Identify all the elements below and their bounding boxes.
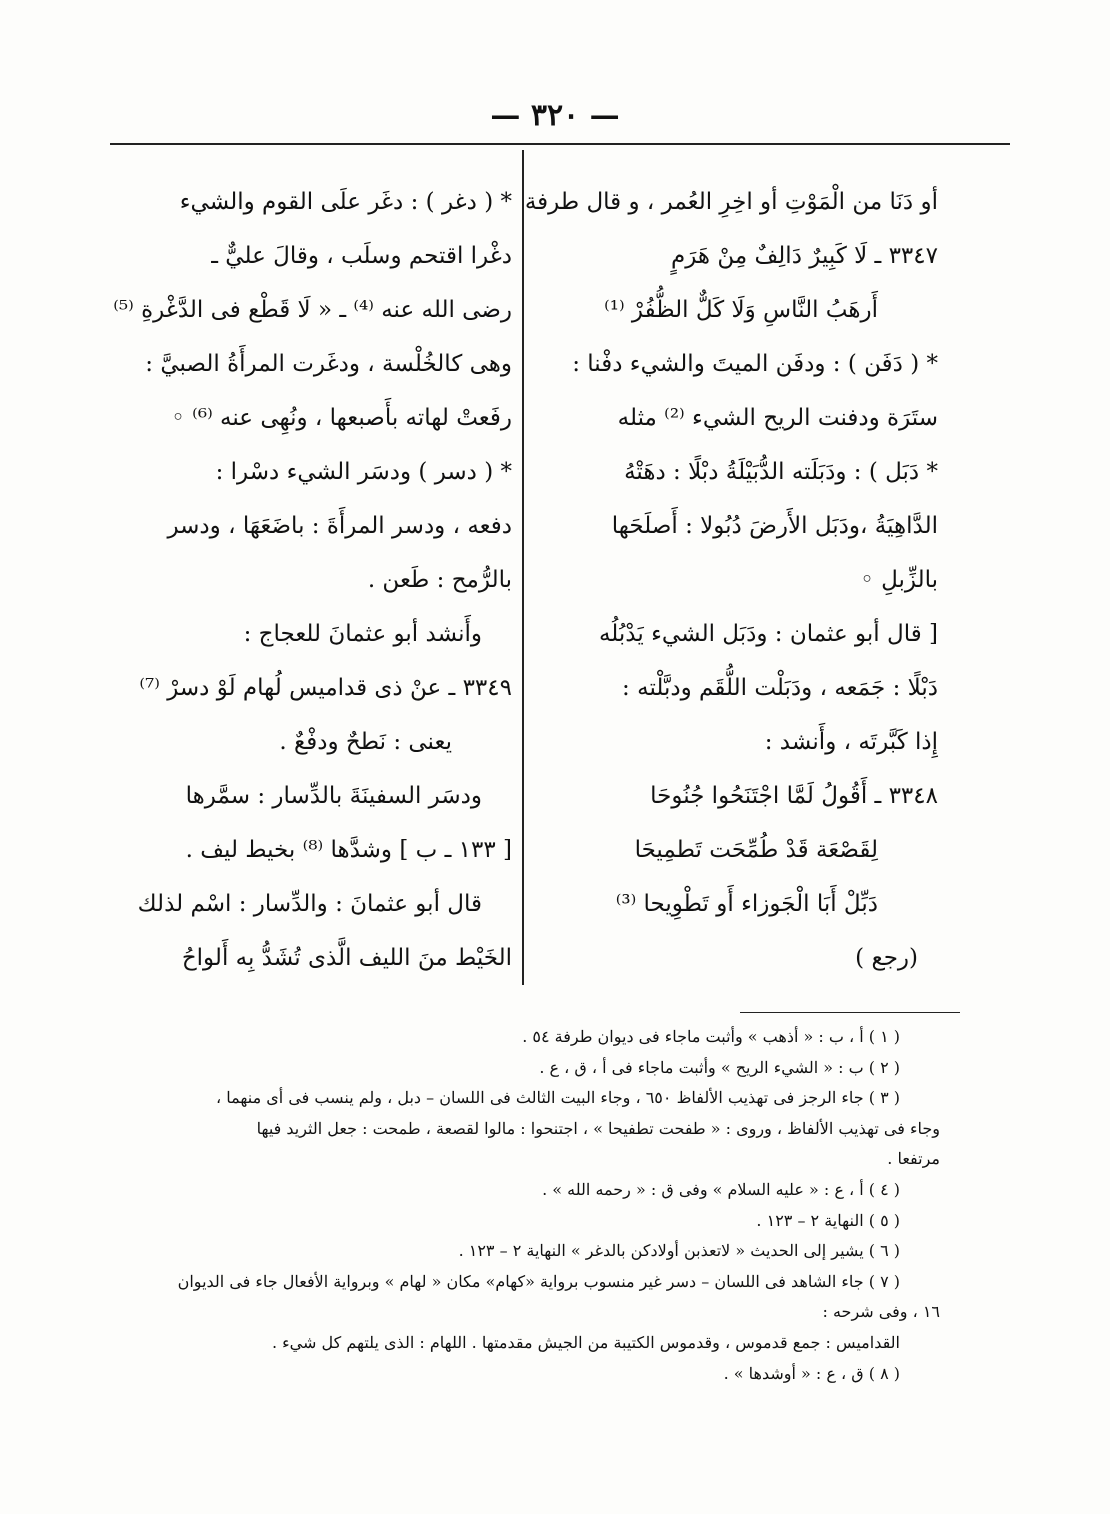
text-line: [ قال أبو عثمان : ودَبَل الشيء يَدْبُلُه (598, 621, 938, 647)
footnote-line: وجاء فى تهذيب الألفاظ ، وروى : « طفحت تطفيحا » ، اجتنحوا : مالوا لقصعة ، طمحت : جعل الثريد فيها (256, 1118, 940, 1138)
footnote-line: ( ٥ ) النهاية ٢ – ١٢٣ . (756, 1210, 900, 1230)
footnote-rule (740, 1012, 960, 1013)
left-column (113, 175, 512, 985)
page-number: — ٣٢٠ — (490, 98, 620, 133)
text-line: قال أبو عثمانَ : والدِّسار : اسْم لذلك (137, 891, 482, 917)
column-divider (522, 150, 524, 985)
verse-line: لِقَصْعَة قَدْ طُمِّحَت تَطمِيحَا (634, 837, 878, 863)
text-line: * دَبَل ) : ودَبَلَته الدُّبَيْلَةُ دبْلًا : دهَتْهُ (624, 459, 938, 485)
footnote-line: ( ٧ ) جاء الشاهد فى اللسان – دسر غير منسوب برواية «كهام» مكان « لهام » وبرواية الأفعال جاء فى الديوان (177, 1271, 900, 1291)
text-line: يعنى : نَطحٌ ودفْعٌ . (279, 729, 452, 755)
text-line: أو دَنَا من الْمَوْتِ أو اخِرِ العُمر ، و قال طرفة (524, 189, 938, 215)
footnote-line: مرتفعا . (887, 1149, 940, 1169)
right-column (524, 175, 938, 985)
text-line: وأَنشد أبو عثمانَ للعجاج : (243, 621, 482, 647)
footnote-line: ( ٣ ) جاء الرجز فى تهذيب الألفاظ ٦٥٠ ، وجاء البيت الثالث فى اللسان – دبل ، ولم ينسب فى أى منهما ، (216, 1088, 900, 1108)
verse-line: ٣٣٤٩ ـ عنْ ذى قداميس لُهام لَوْ دسرْ ⁽⁷⁾ (139, 675, 512, 701)
verse-line: ٣٣٤٨ ـ أَقُولُ لَمَّا اجْتَنَحُوا جُنُوحَا (650, 783, 938, 809)
text-line: بالزِّبلِ ◦ (860, 567, 938, 593)
text-line: دغْرا اقتحم وسلَب ، وقالَ عليٌّ ـ (211, 243, 512, 269)
text-line: الدَّاهِيَةُ ،ودَبَل الأَرضَ دُبُولا : أَصلَحَها (611, 513, 938, 539)
text-line: دفعه ، ودسر المرأَةَ : باضَعَهَا ، ودسر (167, 513, 512, 539)
footnote-line: القداميس : جمع قدموس ، وقدموس الكتيبة من الجيش مقدمتها . اللهام : الذى يلتهم كل شيء . (271, 1332, 900, 1352)
text-line: رفَعتْ لهاته بأَصبعها ، ونُهِى عنه ⁽⁶⁾ ◦ (171, 405, 512, 431)
text-line: وهى كالخُلْسة ، ودغَرت المرأَةُ الصبيَّ : (145, 351, 512, 377)
footnote-line: ١٦ ، وفى شرحه : (822, 1302, 940, 1322)
footnote-line: ( ١ ) أ ، ب : « أذهب » وأثبت ماجاء فى ديوان طرفة ٥٤ . (522, 1027, 900, 1046)
text-line: ودسَر السفينَةَ بالدِّسار : سمَّرها (185, 783, 482, 809)
text-line: إِذا كَبَّرتَه ، وأَنشد : (764, 729, 938, 755)
verse-line: دَبِّلْ أَبَا الْجَوزاء أَو تَطْوِيحا ⁽³⁾ (615, 891, 878, 917)
text-line: الخَيْط منَ الليف الَّذى تُشَدُّ بِه أَلواحُ (181, 945, 512, 971)
footnote-line: ( ٢ ) ب : « الشيء الريح » وأثبت ماجاء فى أ ، ق ، ع . (539, 1057, 900, 1077)
verse-line: ٣٣٤٧ ـ لَا كَبِيرٌ دَالِفٌ مِنْ هَرَمٍ (670, 243, 938, 269)
header-rule (110, 143, 1010, 145)
text-line: بالرُّمح : طَعن . (367, 567, 512, 593)
text-line: دَبْلًا : جَمَعه ، ودَبَلْت اللُّقَم ودبَّلْته : (622, 675, 938, 701)
text-line: [ ١٣٣ ـ ب ] وشدَّها ⁽⁸⁾ بخيط ليف . (185, 837, 512, 863)
footnote-line: ( ٨ ) ق ، ع : « أوشدها » . (723, 1363, 900, 1383)
text-line: * ( دَفَن ) : ودفَن الميتَ والشيء دفْنا : (572, 351, 938, 377)
footnote-line: ( ٤ ) أ ، ع : « عليه السلام » وفى ق : « رحمه الله » . (542, 1179, 900, 1199)
verse-line: أَرهَبُ النَّاسِ وَلَا كَلٌّ الظُّفُرْ ⁽¹⁾ (604, 297, 878, 323)
text-line: * ( دسر ) ودسَر الشيء دسْرا : (215, 459, 512, 485)
text-line: (رجع ) (855, 945, 918, 971)
text-line: ستَرَة ودفنت الريح الشيء ⁽²⁾ مثله (617, 405, 938, 431)
footnotes (130, 1022, 940, 1389)
text-line: رضى الله عنه ⁽⁴⁾ ـ « لَا قَطْع فى الدَّغْرةِ ⁽⁵⁾ (113, 297, 512, 323)
footnote-line: ( ٦ ) يشير إلى الحديث « لاتعذبن أولادكن بالدغر » النهاية ٢ – ١٢٣ . (458, 1241, 900, 1261)
text-line: * ( دغر ) : دغَر علَى القوم والشيء (179, 189, 512, 215)
